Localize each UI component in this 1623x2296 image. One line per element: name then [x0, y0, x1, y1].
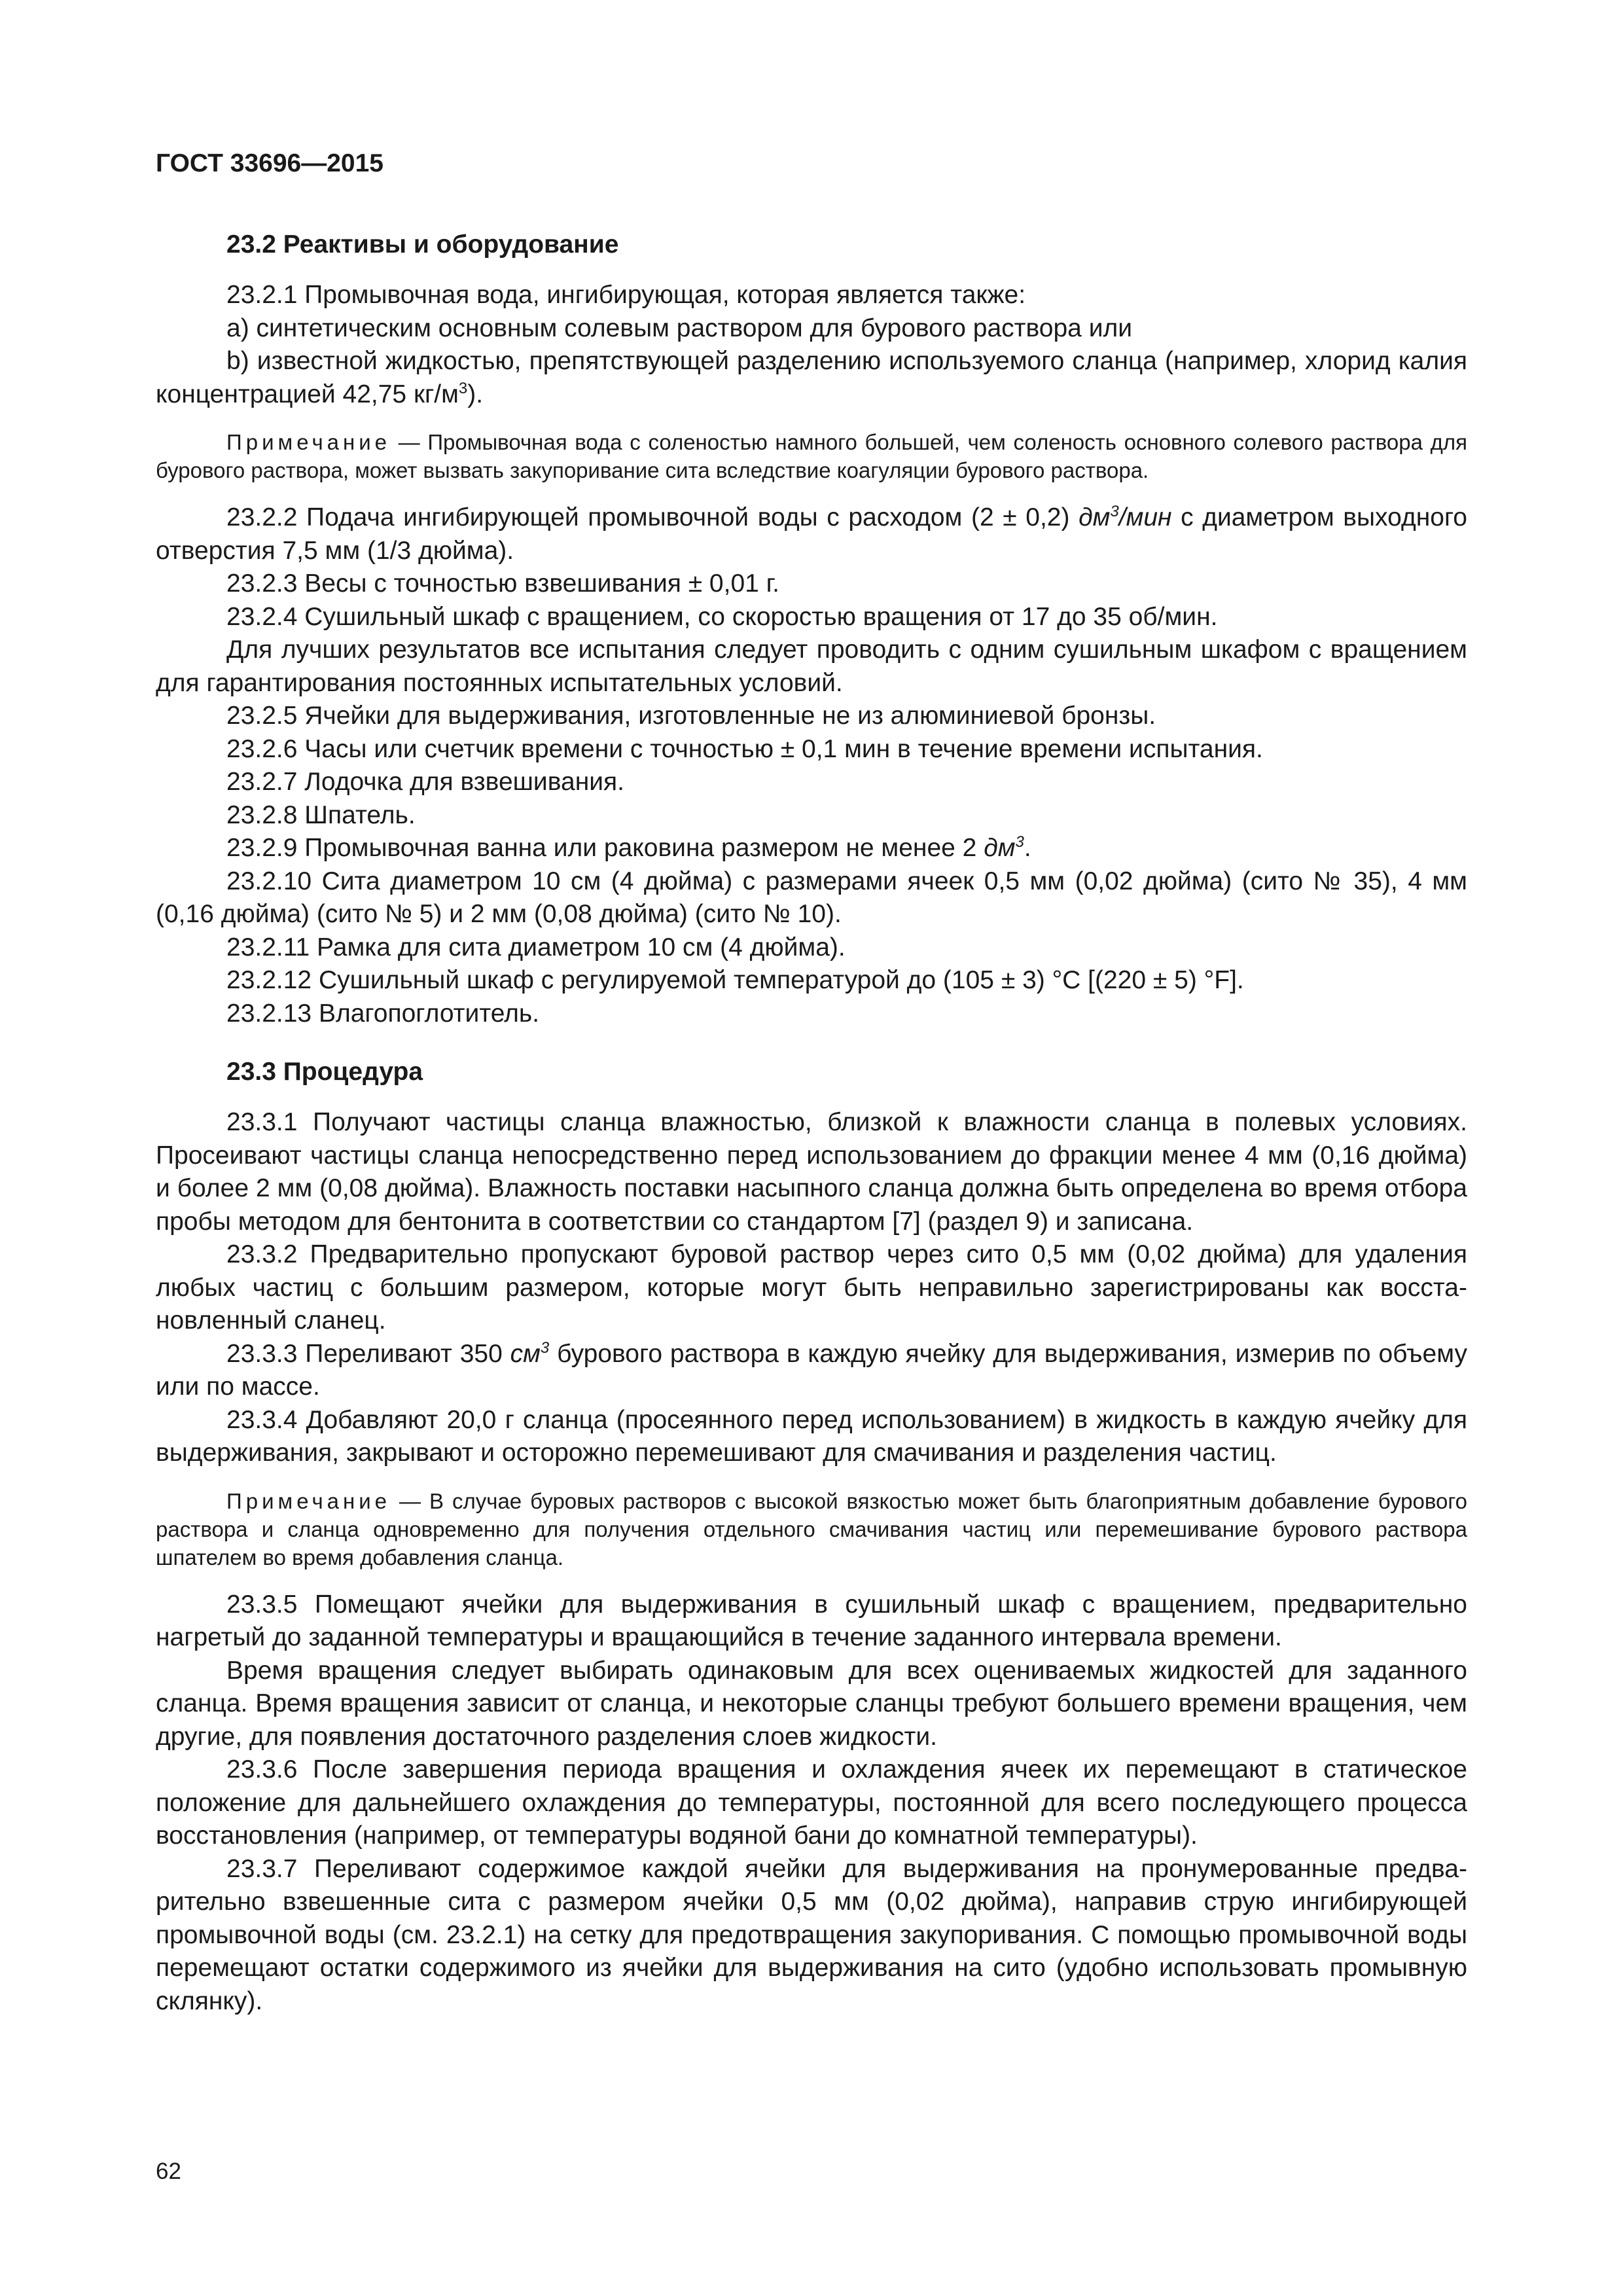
paragraph-23-2-4: 23.2.4 Сушильный шкаф с вращением, со скоростью вращения от 17 до 35 об/мин.	[226, 602, 1218, 631]
unit-italic: /мин	[1118, 503, 1172, 531]
paragraph-23-2-4-cont: Для лучших результатов все испытания следует проводить с одним сушильным шкафом с вращением для гарантирования постоянных испытательных условий.	[156, 636, 1467, 697]
paragraph-23-2-7: 23.2.7 Лодочка для взвешивания.	[226, 768, 624, 796]
paragraph-23-2-12: 23.2.12 Сушильный шкаф с регулируемой температурой до (105 ± 3) °С [(220 ± 5) °F].	[226, 966, 1244, 994]
unit-italic: дм	[984, 834, 1016, 862]
superscript: 3	[1110, 503, 1119, 520]
paragraph-23-3-3	[156, 1338, 1467, 1404]
note-text: — В случае буровых растворов с высокой вязкостью может быть благоприятным добавление бурового раствора и сланца одновременно для получения отдельного смачивания частиц или перемешивание бурового раствора шпателем во время добавления сланца.	[156, 1488, 1467, 1570]
paragraph-23-2-13: 23.2.13 Влагопоглотитель.	[226, 999, 540, 1028]
note-1	[156, 428, 1467, 484]
unit-italic: дм	[1079, 503, 1111, 531]
text-run: с диаметром выходного отверстия 7,5 мм (1/3 дюйма).	[156, 503, 1467, 565]
note-label: Примечание	[226, 1488, 391, 1513]
paragraph-23-2-6: 23.2.6 Часы или счетчик времени с точностью ± 0,1 мин в течение времени испытания.	[226, 734, 1263, 763]
unit-italic: см	[510, 1339, 541, 1368]
section-heading-23-3: 23.3 Процедура	[226, 1058, 423, 1086]
paragraph-23-3-2: 23.3.2 Предварительно пропускают буровой раствор через сито 0,5 мм (0,02 дюйма) для удаления любых частиц с большим размером, которые могут быть неправильно зарегистрированы как восстановленный сланец.	[156, 1240, 1467, 1335]
text-run: ).	[467, 380, 484, 408]
paragraph-23-3-6: 23.3.6 После завершения периода вращения и охлаждения ячеек их перемещают в статическое положение для дальнейшего охлаждения до температуры, постоянной для всего последующего процесса восстановления (например, от температуры водяной бани до комнатной температуры).	[156, 1755, 1467, 1850]
text-run: 23.3.3 Переливают 350	[226, 1339, 510, 1368]
superscript: 3	[540, 1338, 550, 1357]
paragraph-23-2-2	[156, 501, 1467, 567]
paragraph-23-3-4: 23.3.4 Добавляют 20,0 г сланца (просеянного перед использованием) в жидкость в каждую ячейку для выдерживания, закрывают и осторожно перемешивают для смачивания и разделения частиц.	[156, 1405, 1467, 1467]
section-heading-23-2: 23.2 Реактивы и оборудование	[226, 230, 619, 259]
paragraph-23-3-7: 23.3.7 Переливают содержимое каждой ячейки для выдерживания на пронумерованные предварительно взвешенные сита с размером ячейки 0,5 мм (0,02 дюйма), направив струю ингибирующей промывочной воды (см. 23.2.1) на сетку для предотвращения закупоривания. С помощью промывочной воды перемещают остатки содержимого из ячейки для выдерживания на сито (удобно использовать промывную склянку).	[156, 1854, 1467, 2015]
note-2	[156, 1487, 1467, 1571]
superscript: 3	[458, 379, 468, 397]
paragraph-23-2-1-a: a) синтетическим основным солевым раствором для бурового раствора или	[226, 314, 1133, 342]
text-run: 23.2.2 Подача ингибирующей промывочной воды с расходом (2 ± 0,2)	[226, 503, 1079, 531]
document-header: ГОСТ 33696—2015	[156, 149, 383, 177]
paragraph-23-2-10: 23.2.10 Сита диаметром 10 см (4 дюйма) с размерами ячеек 0,5 мм (0,02 дюйма) (сито № 35), 4 мм (0,16 дюйма) (сито № 5) и 2 мм (0,08 дюйма) (сито № 10).	[156, 867, 1467, 928]
paragraph-23-3-1: 23.3.1 Получают частицы сланца влажностью, близкой к влажности сланца в полевых условиях. Просеивают частицы сланца непосредственно перед использованием до фракции менее 4 мм (0,16 дюйма) и более 2 мм (0,08 дюйма). Влажность поставки насыпного сланца должна быть определена во время отбора пробы методом для бентонита в соответствии со стандартом [7] (раздел 9) и записана.	[156, 1108, 1467, 1236]
note-label: Примечание	[226, 430, 391, 454]
note-text: — Промывочная вода с соленостью намного большей, чем соленость основного солевого раствора для бурового раствора, может вызвать закупоривание сита вследствие коагуляции бурового раствора.	[156, 430, 1467, 482]
superscript: 3	[1015, 833, 1024, 851]
paragraph-23-3-5-cont: Время вращения следует выбирать одинаковым для всех оцениваемых жидкостей для заданного сланца. Время вращения зависит от сланца, и некоторые сланцы требуют большего времени вращения, чем другие, для появления достаточного разделения слоев жидкости.	[156, 1656, 1467, 1751]
paragraph-23-2-1-b	[156, 345, 1467, 411]
paragraph-23-3-5: 23.3.5 Помещают ячейки для выдерживания в сушильный шкаф с вращением, предварительно нагретый до заданной температуры и вращающийся в течение заданного интервала времени.	[156, 1590, 1467, 1651]
text-run: b) известной жидкостью, препятствующей разделению используемого сланца (например, хлорид калия концентрацией 42,75 кг/м	[156, 347, 1467, 408]
page-number: 62	[156, 2159, 181, 2184]
paragraph-23-2-11: 23.2.11 Рамка для сита диаметром 10 см (4 дюйма).	[226, 933, 846, 961]
paragraph-23-2-3: 23.2.3 Весы с точностью взвешивания ± 0,01 г.	[226, 569, 779, 598]
text-run: 23.2.9 Промывочная ванна или раковина размером не менее 2	[226, 834, 984, 862]
paragraph-23-2-5: 23.2.5 Ячейки для выдерживания, изготовленные не из алюминиевой бронзы.	[226, 702, 1156, 730]
paragraph-23-2-9	[156, 832, 1467, 865]
document-body	[156, 228, 1467, 2018]
paragraph-23-2-1: 23.2.1 Промывочная вода, ингибирующая, которая является также:	[226, 281, 1026, 309]
text-run: бурового раствора в каждую ячейку для выдерживания, измерив по объему или по массе.	[156, 1339, 1467, 1401]
text-run: .	[1024, 834, 1031, 862]
paragraph-23-2-8: 23.2.8 Шпатель.	[226, 800, 416, 829]
